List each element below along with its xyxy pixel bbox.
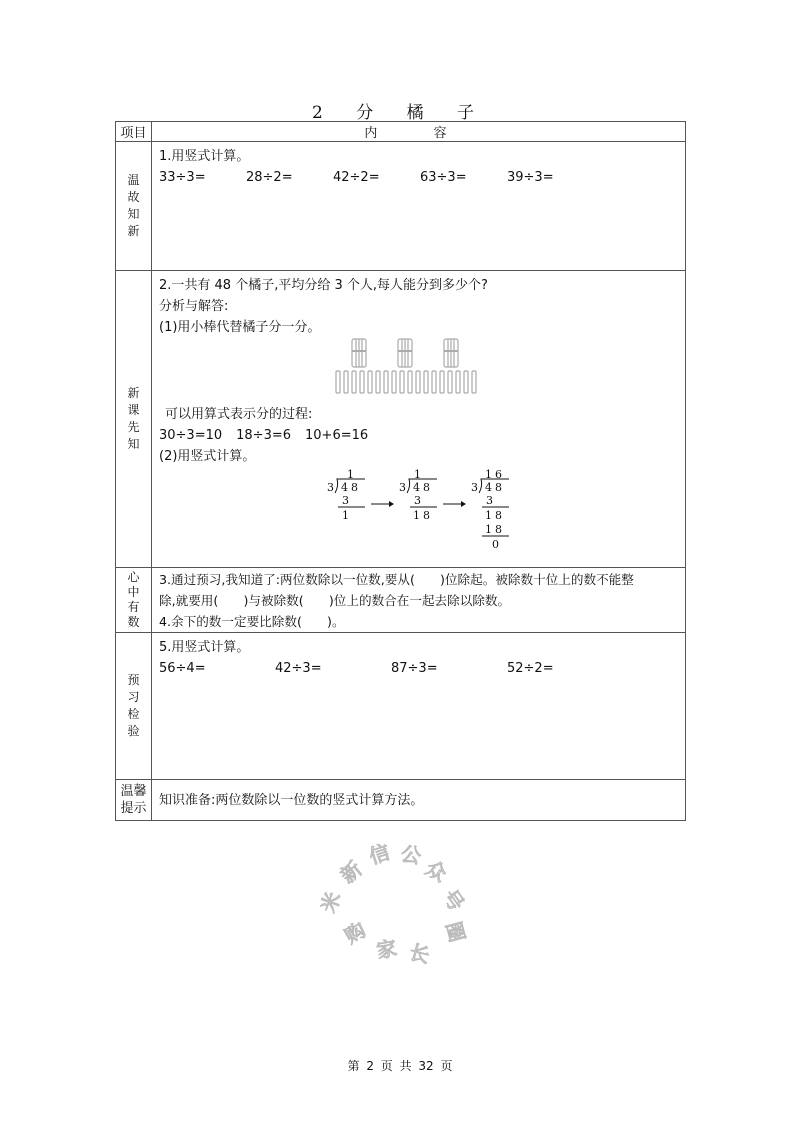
svg-text:18: 18 [413, 509, 433, 522]
svg-text:信: 信 [366, 839, 393, 869]
long-division-figure [327, 468, 527, 558]
svg-text:3: 3 [414, 494, 421, 507]
question-1-items [159, 167, 679, 188]
equation: 10+6=16 [305, 428, 369, 443]
step-1: (1)用小棒代替橘子分一分。 [159, 320, 321, 335]
svg-text:48: 48 [413, 481, 433, 494]
sticks-illustration [352, 337, 542, 397]
mind-row [116, 568, 686, 633]
svg-text:号: 号 [437, 885, 470, 916]
review-content [152, 142, 686, 271]
step-2: (2)用竖式计算。 [159, 449, 256, 464]
svg-text:3: 3 [486, 494, 493, 507]
svg-text:3: 3 [471, 481, 478, 494]
svg-text:家: 家 [374, 935, 399, 963]
svg-text:圈: 圈 [441, 919, 470, 945]
stick-bundle-icon [398, 339, 412, 367]
svg-text:3: 3 [342, 494, 349, 507]
tip-row [116, 780, 686, 821]
review-row [116, 142, 686, 271]
svg-text:18: 18 [485, 523, 505, 536]
equation: 30÷3=10 [159, 428, 223, 443]
expression: 28÷2= [246, 170, 293, 185]
svg-text:0: 0 [492, 538, 499, 551]
preview-row [116, 271, 686, 568]
svg-text:3: 3 [399, 481, 406, 494]
mind-content [152, 568, 686, 633]
arrow-icon [371, 501, 394, 507]
svg-text:16: 16 [485, 468, 505, 481]
check-label: 预 习 检 验 [116, 633, 152, 780]
expression: 42÷2= [333, 170, 380, 185]
question-3-line-2: 除,就要用( )与被除数( )位上的数合在一起去除以除数。 [159, 593, 511, 608]
svg-text:18: 18 [485, 509, 505, 522]
tip-text: 知识准备:两位数除以一位数的竖式计算方法。 [159, 792, 424, 808]
question-1: 1.用竖式计算。 [159, 149, 250, 164]
svg-text:1: 1 [342, 509, 349, 522]
svg-text:众: 众 [421, 855, 451, 887]
svg-text:长: 长 [406, 939, 433, 969]
svg-text:米: 米 [316, 888, 346, 916]
division-step-2 [399, 468, 437, 522]
watermark-stamp [316, 838, 470, 978]
question-3-line-1: 3.通过预习,我知道了:两位数除以一位数,要从( )位除起。被除数十位上的数不能整 [159, 572, 634, 587]
svg-text:48: 48 [485, 481, 505, 494]
preview-label: 新 课 先 知 [116, 271, 152, 568]
question-2: 2.一共有 48 个橘子,平均分给 3 个人,每人能分到多少个? [159, 278, 488, 293]
expression: 87÷3= [391, 661, 438, 676]
header-content: 内 容 [152, 122, 686, 142]
question-5-items [159, 658, 679, 679]
equation: 18÷3=6 [236, 428, 292, 443]
tip-label: 温馨 提示 [116, 780, 152, 821]
svg-text:公: 公 [399, 841, 423, 869]
svg-text:新: 新 [335, 856, 367, 888]
expression: 52÷2= [507, 661, 554, 676]
division-step-1 [327, 468, 365, 522]
review-label: 温 故 知 新 [116, 142, 152, 271]
svg-text:3: 3 [327, 481, 334, 494]
expression: 63÷3= [420, 170, 467, 185]
svg-text:1: 1 [414, 468, 421, 481]
analysis-heading: 分析与解答: [159, 299, 229, 314]
page-footer: 第 2 页 共 32 页 [347, 1059, 453, 1073]
stick-bundle-icon [444, 339, 458, 367]
expression: 33÷3= [159, 170, 206, 185]
stick-bundle-icon [352, 339, 366, 367]
svg-text:购: 购 [340, 917, 370, 949]
question-5: 5.用竖式计算。 [159, 640, 250, 655]
check-content [152, 633, 686, 780]
svg-text:48: 48 [341, 481, 361, 494]
question-4: 4.余下的数一定要比除数( )。 [159, 614, 345, 629]
worksheet-table [115, 121, 686, 821]
division-step-3 [471, 468, 509, 551]
table-header-row [116, 122, 686, 142]
tip-content [152, 780, 686, 821]
preview-content [152, 271, 686, 568]
page-title: 2 分 橘 子 [311, 103, 489, 123]
expression: 56÷4= [159, 661, 206, 676]
mind-label: 心 中 有 数 [116, 568, 152, 633]
expression: 39÷3= [507, 170, 554, 185]
equations [159, 425, 679, 446]
arrow-icon [443, 501, 466, 507]
svg-text:1: 1 [347, 468, 354, 481]
single-sticks-icon [336, 371, 476, 393]
check-row [116, 633, 686, 780]
expression: 42÷3= [275, 661, 322, 676]
process-text: 可以用算式表示分的过程: [165, 407, 313, 422]
header-item: 项目 [116, 122, 152, 142]
